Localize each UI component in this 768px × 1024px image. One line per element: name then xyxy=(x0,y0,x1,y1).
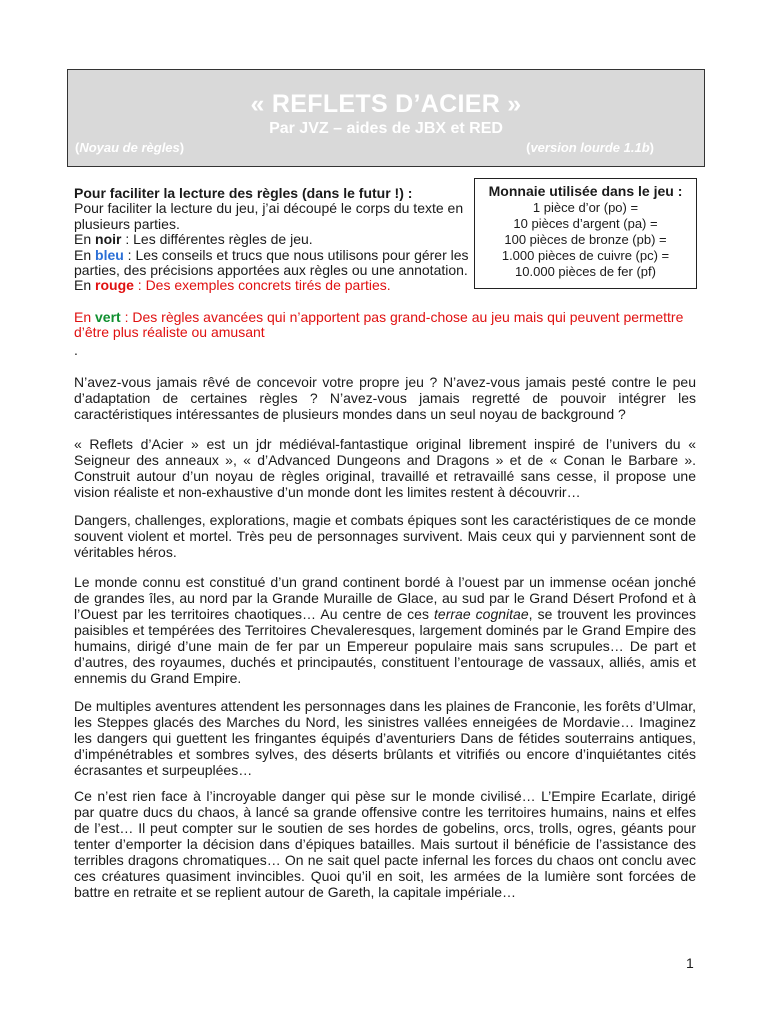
rules-core-label: (Noyau de règles) xyxy=(75,140,185,155)
separator-dot: . xyxy=(74,342,78,358)
intro-paragraph xyxy=(74,374,696,422)
currency-line: 1 pièce d’or (po) = xyxy=(532,200,639,215)
currency-box xyxy=(474,178,697,289)
threat-text: Ce n’est rien face à l’incroyable danger qui pèse sur le monde civilisé… L’Empire Ecarlate, dirigé par quatre ducs du chaos, à lancé sa grande offensive contre les territoires humains, nains et elfes de l’est… Il peut compter sur le soutien de ses hordes de gobelins, orcs, trolls, ogres, géants pour tenter d’emporter la décision dans d’épiques batailles. Mais surtout il bénéficie de l’assistance des terribles dragons chromatiques… On ne sait quel pacte infernal les forces du chaos ont conclu avec ces créatures quasiment invincibles. Quoi qu’il en soit, les armées de la lumière sont forcées de battre en retraite et se replient autour de Gareth, la capitale impériale… xyxy=(74,788,696,900)
document-subtitle: Par JVZ – aides de JBX et RED xyxy=(269,120,503,137)
currency-line: 10 pièces d’argent (pa) = xyxy=(513,216,658,231)
currency-title: Monnaie utilisée dans le jeu : xyxy=(488,183,683,199)
page-number: 1 xyxy=(686,955,694,971)
threat-paragraph xyxy=(74,788,696,900)
reading-guide-intro: Pour faciliter la lecture du jeu, j’ai découpé le corps du texte en plusieurs parties. xyxy=(74,200,464,232)
title-banner xyxy=(67,69,705,167)
legend-blue-line: En bleu : Les conseils et trucs que nous utilisons pour gérer les parties, des précisions apportées aux règles ou une annotation. xyxy=(74,246,469,279)
adventures-paragraph xyxy=(74,698,696,778)
adventures-text: De multiples aventures attendent les personnages dans les plaines de Franconie, les forêts d’Ulmar, les Steppes glacés des Marches du Nord, les sinistres vallées enneigées de Mordavie… Imaginez les dangers qui guettent les fringantes équipés d’aventuriers Dans de fétides souterrains antiques, d’impénétrables et sombres sylves, des déserts brûlants et vitrifiés ou encore d’inquiétantes cités écrasantes et surpeuplées… xyxy=(74,698,696,778)
world-paragraph xyxy=(74,574,696,686)
currency-line: 10.000 pièces de fer (pf) xyxy=(515,264,656,279)
document-title: « REFLETS D’ACIER » xyxy=(250,90,522,118)
presentation-paragraph xyxy=(74,436,696,500)
intro-text: N’avez-vous jamais rêvé de concevoir votre propre jeu ? N’avez-vous jamais pesté contre le peu d’adaptation de certaines règles ? N’avez-vous jamais regretté de pouvoir intégrer les caractéristiques intéressantes de plusieurs mondes dans un seul noyau de background ? xyxy=(74,374,696,422)
dangers-text: Dangers, challenges, explorations, magie et combats épiques sont les caractéristiques de ce monde souvent violent et mortel. Très peu de personnages survivent. Mais ceux qui y parviennent sont de véritables héros. xyxy=(74,512,696,560)
reading-guide xyxy=(74,186,470,294)
currency-line: 1.000 pièces de cuivre (pc) = xyxy=(501,248,670,263)
dangers-paragraph xyxy=(74,512,696,560)
world-text: Le monde connu est constitué d’un grand continent bordé à l’ouest par un immense océan jonché de grandes îles, au nord par la Grande Muraille de Glace, au sud par le Grand Désert Profond et à l’Ouest par les territoires chaotiques… Au centre de ces terrae cognitae, se trouvent les provinces paisibles et tempérées des Territoires Chevaleresques, largement dominés par le Grand Empire des humains, dirigé d’une main de fer par un Empereur populaire mais sans scrupules… De part et d’autres, des royaumes, duchés et principautés, constituent l’entourage de vassaux, alliés, amis et ennemis du Grand Empire. xyxy=(74,574,696,686)
reading-guide-heading: Pour faciliter la lecture des règles (dans le futur !) : xyxy=(74,185,413,201)
version-label: (version lourde 1.1b) xyxy=(526,140,654,155)
legend-red-line: En rouge : Des exemples concrets tirés de parties. xyxy=(74,277,391,294)
currency-line: 100 pièces de bronze (pb) = xyxy=(504,232,667,247)
legend-black-line: En noir : Les différentes règles de jeu. xyxy=(74,231,313,248)
presentation-text: « Reflets d’Acier » est un jdr médiéval-fantastique original librement inspiré de l’univers du « Seigneur des anneaux », « d’Advanced Dungeons and Dragons » et de « Conan le Barbare ». Construit autour d’un noyau de règles original, travaillé et retravaillé sans cesse, il propose une vision réaliste et non-exhaustive d’un monde dont les limites restent à découvrir… xyxy=(74,436,696,500)
legend-green-line: En vert : Des règles avancées qui n’apportent pas grand-chose au jeu mais qui peuvent permettre d’être plus réaliste ou amusant xyxy=(74,309,684,341)
